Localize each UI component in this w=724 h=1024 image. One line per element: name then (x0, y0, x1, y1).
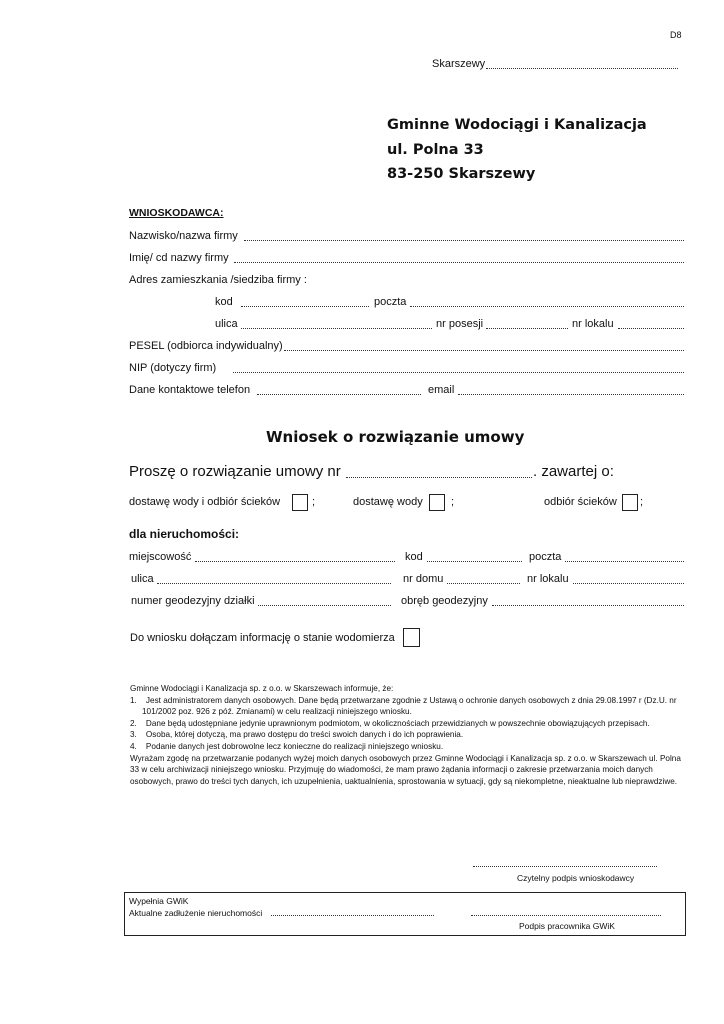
option-sewage-label: odbiór ścieków (544, 496, 617, 508)
recipient-city: 83-250 Skarszewy (387, 166, 536, 182)
office-use-title: Wypełnia GWiK (129, 896, 189, 906)
property-postcode-label: kod (405, 551, 423, 563)
document-code: D8 (670, 30, 682, 40)
property-heading: dla nieruchomości: (129, 527, 240, 541)
applicant-street-field[interactable] (241, 328, 432, 329)
applicant-flat-no-field[interactable] (618, 328, 684, 329)
recipient-street: ul. Polna 33 (387, 142, 484, 158)
applicant-house-no-label: nr posesji (436, 318, 484, 330)
property-house-no-label: nr domu (403, 573, 444, 585)
property-locality-field[interactable] (195, 561, 395, 562)
semicolon: ; (312, 496, 316, 508)
clause-intro: Gminne Wodociągi i Kanalizacja sp. z o.o. w Skarszewach informuje, że: (130, 684, 394, 693)
property-post-office-field[interactable] (565, 561, 684, 562)
property-flat-no-label: nr lokalu (527, 573, 569, 585)
data-protection-clause (130, 683, 690, 787)
applicant-email-label: email (428, 384, 455, 396)
applicant-heading: WNIOSKODAWCA: (129, 207, 224, 219)
clause-item: 3. Osoba, której dotyczą, ma prawo dostępu do treści swoich danych i do ich poprawienia. (130, 730, 464, 740)
form-title: Wniosek o rozwiązanie umowy (266, 428, 525, 446)
option-water-label: dostawę wody (353, 496, 423, 508)
property-precinct-label: obręb geodezyjny (401, 595, 488, 607)
applicant-postcode-field[interactable] (241, 306, 369, 307)
option-water-checkbox[interactable] (429, 494, 445, 511)
applicant-pesel-field[interactable] (284, 350, 684, 351)
clause-item: 1. Jest administratorem danych osobowych. Dane będą przetwarzane zgodnie z Ustawą o ochronie danych osobowych z dnia 29.08.1997 r (Dz.U. nr 101/2002 poz. 926 z póź. Zmianami) w celu realizacji niniejszego wniosku. (130, 695, 677, 717)
applicant-post-office-field[interactable] (410, 306, 684, 307)
meter-info-checkbox[interactable] (403, 628, 420, 647)
applicant-house-no-field[interactable] (486, 328, 568, 329)
recipient-name: Gminne Wodociągi i Kanalizacja (387, 117, 647, 133)
applicant-nip-field[interactable] (233, 372, 684, 373)
request-lead-end: . zawartej o: (533, 463, 614, 480)
option-water-and-sewage-checkbox[interactable] (292, 494, 308, 511)
applicant-signature-field[interactable] (473, 866, 657, 867)
applicant-phone-label: Dane kontaktowe telefon (129, 384, 251, 396)
applicant-firstname-field[interactable] (234, 262, 684, 263)
applicant-signature-label: Czytelny podpis wnioskodawcy (517, 873, 635, 883)
contract-number-field[interactable] (346, 477, 532, 478)
applicant-flat-no-label: nr lokalu (572, 318, 614, 330)
applicant-postcode-label: kod (215, 296, 233, 308)
applicant-phone-field[interactable] (257, 394, 421, 395)
date-field[interactable] (486, 68, 678, 69)
employee-signature-label: Podpis pracownika GWiK (519, 921, 615, 931)
applicant-nip-label: NIP (dotyczy firm) (129, 362, 217, 374)
semicolon: ; (451, 496, 455, 508)
property-parcel-field[interactable] (258, 605, 391, 606)
property-parcel-label: numer geodezyjny działki (131, 595, 255, 607)
property-locality-label: miejscowość (129, 551, 192, 563)
debt-label: Aktualne zadłużenie nieruchomości (129, 908, 263, 918)
property-street-label: ulica (131, 573, 154, 585)
employee-signature-field[interactable] (471, 915, 661, 916)
consent-text: Wyrażam zgodę na przetwarzanie podanych wyżej moich danych osobowych przez Gminne Wodociągi i Kanalizacja sp. z o.o. w Skarszewach ul. Polna 33 w celu archiwizacji niniejszego wniosku. Przyjmuję do wiadomości, że mam prawo żądania informacji o zakresie przetwarzania moich danych osobowych, prawo do treści tych danych, ich uzupełnienia, uaktualnienia, sprostowania w sytuacji, gdy są niekompletne, nieaktualne lub nieprawdziwe. (130, 753, 681, 786)
property-postcode-field[interactable] (427, 561, 522, 562)
property-precinct-field[interactable] (492, 605, 684, 606)
applicant-firstname-label: Imię/ cd nazwy firmy (129, 252, 229, 264)
place-label: Skarszewy (432, 58, 486, 70)
applicant-street-label: ulica (215, 318, 238, 330)
applicant-address-label: Adres zamieszkania /siedziba firmy : (129, 274, 307, 286)
option-water-and-sewage-label: dostawę wody i odbiór ścieków (129, 496, 281, 508)
clause-item: 2. Dane będą udostępniane jedynie uprawnionym podmiotom, w okolicznościach przewidzianych w powszechnie obowiązujących przepisach. (130, 718, 650, 728)
option-sewage-checkbox[interactable] (622, 494, 638, 511)
request-lead: Proszę o rozwiązanie umowy nr (129, 463, 341, 480)
applicant-name-label: Nazwisko/nazwa firmy (129, 230, 238, 242)
semicolon: ; (640, 496, 644, 508)
applicant-pesel-label: PESEL (odbiorca indywidualny) (129, 340, 283, 352)
debt-field[interactable] (271, 915, 434, 916)
applicant-email-field[interactable] (458, 394, 684, 395)
meter-info-label: Do wniosku dołączam informację o stanie wodomierza (130, 632, 395, 644)
applicant-post-office-label: poczta (374, 296, 407, 308)
property-house-no-field[interactable] (447, 583, 520, 584)
clause-item: 4. Podanie danych jest dobrowolne lecz konieczne do realizacji niniejszego wniosku. (130, 741, 444, 751)
property-street-field[interactable] (157, 583, 391, 584)
applicant-name-field[interactable] (244, 240, 684, 241)
property-flat-no-field[interactable] (573, 583, 684, 584)
property-post-office-label: poczta (529, 551, 562, 563)
